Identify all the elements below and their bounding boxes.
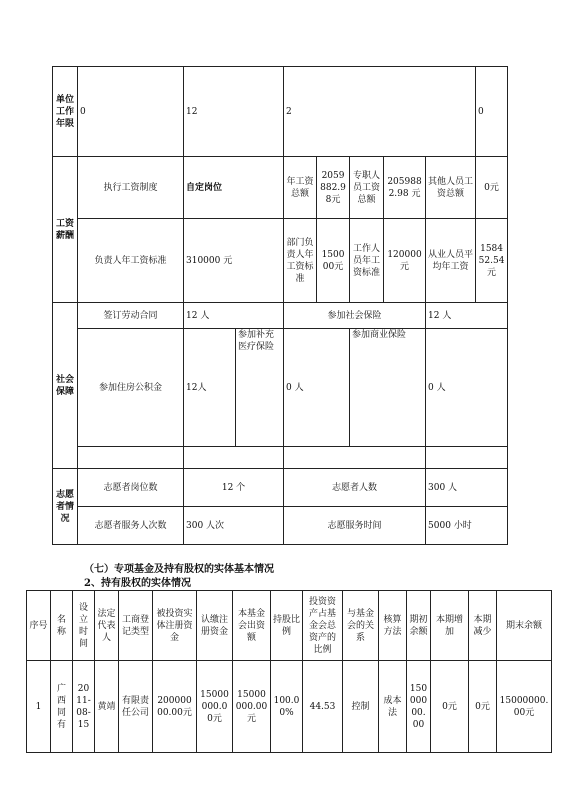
unit-years-value-4: 0 [476,67,508,157]
org-info-table [52,66,508,545]
header-name: 名称 [51,591,73,661]
commercial-insurance-value: 0 人 [426,329,508,447]
housing-fund-value: 12人 [184,329,236,447]
social-empty-cell [184,447,284,469]
annual-total-label: 年工资总额 [284,157,317,219]
cell-asset-ratio: 44.53 [303,661,343,753]
dept-head-std-value: 150000元 [317,219,350,303]
section-title: （七）专项基金及持有股权的实体基本情况 [84,564,274,575]
header-opening: 期初余额 [407,591,431,661]
header-method: 核算方法 [379,591,407,661]
social-empty-cell [426,447,508,469]
staff-std-value: 120000元 [384,219,426,303]
service-time-value: 5000 小时 [426,507,508,545]
dept-head-std-label: 部门负责人年工资标准 [284,219,317,303]
head-std-label: 负责人年工资标准 [78,219,184,303]
avg-salary-value: 158452.54元 [476,219,508,303]
cell-reg-type: 有限责任公司 [119,661,153,753]
cell-contribution: 15000000.00元 [233,661,271,753]
cell-legal-rep: 黄靖 [95,661,119,753]
service-count-value: 300 人次 [184,507,284,545]
annual-total-value: 2059882.98元 [317,157,350,219]
social-insurance-label: 参加社会保险 [284,303,426,329]
supp-medical-label: 参加补充医疗保险 [236,329,284,447]
cell-relation: 控制 [343,661,379,753]
social-empty-cell [284,447,426,469]
social-empty-cell [78,447,184,469]
supp-medical-value: 0 人 [284,329,350,447]
cell-share-ratio: 100.00% [271,661,303,753]
fulltime-total-value: 2059882.98 元 [384,157,426,219]
cell-opening: 15000000.00 [407,661,431,753]
avg-salary-label: 从业人员平均年工资 [426,219,476,303]
header-legal-rep: 法定代表人 [95,591,119,661]
cell-founded: 2011-08-15 [73,661,95,753]
volunteer-posts-label: 志愿者岗位数 [78,469,184,507]
cell-subscribed-capital: 15000000.00元 [197,661,233,753]
head-std-value: 310000 元 [184,219,284,303]
fulltime-total-label: 专职人员工资总额 [350,157,384,219]
salary-label: 工资薪酬 [53,157,78,303]
contract-label: 签订劳动合同 [78,303,184,329]
salary-system-label: 执行工资制度 [78,157,184,219]
service-count-label: 志愿者服务人次数 [78,507,184,545]
social-insurance-value: 12 人 [426,303,508,329]
header-share-ratio: 持股比例 [271,591,303,661]
cell-invested-capital: 20000000.00元 [153,661,197,753]
cell-name: 广西同有 [51,661,73,753]
staff-std-label: 工作人员年工资标准 [350,219,384,303]
contract-value: 12 人 [184,303,284,329]
unit-years-value-3: 2 [284,67,476,157]
cell-increase: 0元 [431,661,469,753]
header-index: 序号 [27,591,51,661]
volunteer-posts-value: 12 个 [184,469,284,507]
commercial-insurance-label: 参加商业保险 [350,329,426,447]
header-subscribed-capital: 认缴注册资金 [197,591,233,661]
unit-years-label: 单位工作年限 [53,67,78,157]
other-total-label: 其他人员工资总额 [426,157,476,219]
equity-table [26,590,552,753]
social-label: 社会保障 [53,303,78,469]
unit-years-value-2: 12 [184,67,284,157]
cell-method: 成本法 [379,661,407,753]
header-contribution: 本基金会出资额 [233,591,271,661]
header-decrease: 本期减少 [469,591,497,661]
header-closing: 期末余额 [497,591,552,661]
cell-index: 1 [27,661,51,753]
subsection-title: 2、持有股权的实体情况 [84,578,191,589]
header-asset-ratio: 投资资产占基金会总资产的比例 [303,591,343,661]
salary-system-value: 自定岗位 [184,157,284,219]
header-founded: 设立时间 [73,591,95,661]
unit-years-value-1: 0 [78,67,184,157]
cell-decrease: 0元 [469,661,497,753]
header-relation: 与基金会的关系 [343,591,379,661]
volunteer-label: 志愿者情况 [53,469,78,545]
other-total-value: 0元 [476,157,508,219]
cell-closing: 15000000.00元 [497,661,552,753]
volunteer-count-label: 志愿者人数 [284,469,426,507]
service-time-label: 志愿服务时间 [284,507,426,545]
header-increase: 本期增加 [431,591,469,661]
header-reg-type: 工商登记类型 [119,591,153,661]
volunteer-count-value: 300 人 [426,469,508,507]
housing-fund-label: 参加住房公积金 [78,329,184,447]
header-invested-capital: 被投资实体注册资金 [153,591,197,661]
